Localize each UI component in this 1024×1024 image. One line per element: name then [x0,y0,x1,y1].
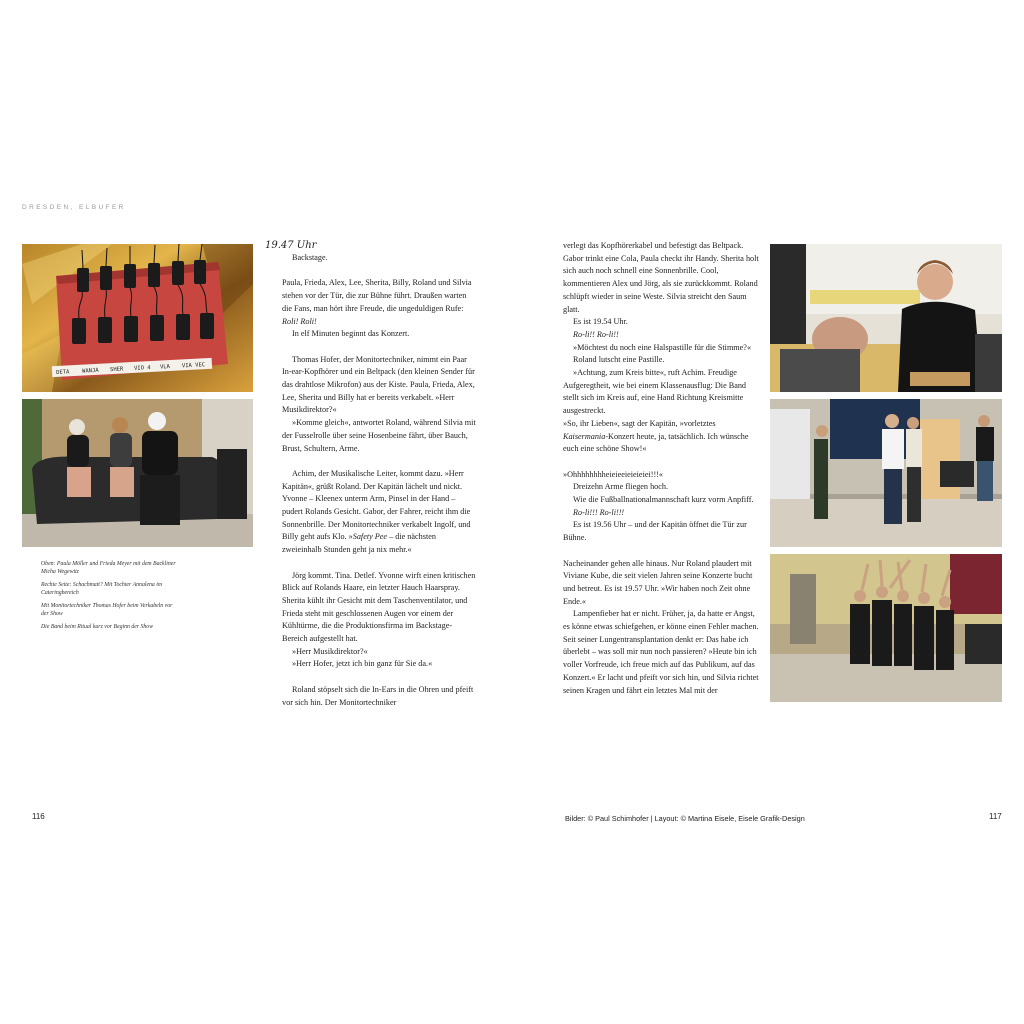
paragraph: Backstage. [292,253,328,262]
beltpack-label: WANJA [81,367,99,375]
paragraph: verlegt das Kopfhörerkabel und befestigt das Beltpack. Gabor trinkt eine Cola, Paula checkt ihr Handy. Sherita holt sich auch noch schnell eine Sonnenbrille. Cool, kommentieren Alex und Jörg, als sie zurückkommt. Roland schlüpft wieder in seine Weste. Silvia streicht den Saum glatt. [563,241,759,314]
paragraph: Roland lutscht eine Pastille. [573,355,665,365]
photo-beltpacks [22,244,253,392]
photo-backstage-sofa [22,399,253,547]
paragraph: Paula, Frieda, Alex, Lee, Sherita, Billy, Roland und Silvia stehen vor der Tür, die zur Bühne führt. Draußen warten die Fans, man hört ihre Freude, die ungeduldigen Rufe: Roli! Roli! [282,278,472,326]
photo-monitor-tech [770,399,1002,547]
paragraph: Dreizehn Arme fliegen hoch. [573,482,669,492]
paragraph: »Herr Hofer, jetzt ich bin ganz für Sie da.« [292,659,433,669]
paragraph: Ro-li!! Ro-li!! [573,329,619,339]
text-column-right [563,240,759,697]
photo-captions [41,561,176,638]
image-credits: Bilder: © Paul Schimhofer | Layout: © Martina Eisele, Eisele Grafik-Design [565,814,805,823]
section-label: DRESDEN, ELBUFER [22,204,126,211]
photo-catering-chess [770,244,1002,392]
paragraph: Achim, der Musikalische Leiter, kommt dazu. »Herr Kapitän«, grüßt Roland. Der Kapitän lächelt und nickt. Yvonne – Kleenex unterm Arm, Pinsel in der Hand – pudert Rolands Gesicht. Gabor, der Fahrer, reicht ihm die Sonnenbrille. Der Monitortechniker verkabelt Ingolf, und Billy geht aufs Klo. »Safety Pee – die nächsten zweieinhalb Stunden geht ja nix mehr.« [282,468,471,555]
paragraph: »Achtung, zum Kreis bitte«, ruft Achim. Freudige Aufgeregtheit, wie bei einem Klassenausflug: Die Band stellt sich im Kreis auf, eine Hand Richtung Kreismitte ausgestreckt. [563,368,747,416]
beltpack-label: VLA [159,364,171,371]
beltpack-label: DETA [55,369,70,376]
page-number-left: 116 [32,812,45,821]
photo-band-ritual [770,554,1002,702]
paragraph: »Herr Musikdirektor?« [292,646,368,656]
beltpack-label: VIO 4 [133,365,151,372]
caption: Oben: Paula Möller und Frieda Meyer mit dem Backliner Micha Wegewitz [41,561,176,575]
paragraph: Roland stöpselt sich die In-Ears in die Ohren und pfeift vor sich hin. Der Monitortechniker [282,684,474,707]
caption: Mit Monitortechniker Thomas Hofer beim Verkabeln vor der Show [41,603,173,617]
paragraph: In elf Minuten beginnt das Konzert. [292,329,410,339]
paragraph: »Komme gleich«, antwortet Roland, während Silvia mit der Fusselrolle über seine Hosenbeine fährt, über Bauch, Brust, Schultern, Arme. [282,418,476,453]
paragraph: Es ist 19.56 Uhr – und der Kapitän öffnet die Tür zur Bühne. [563,520,747,543]
paragraph: Ro-li!!! Ro-li!!! [573,507,625,517]
paragraph: »Möchtest du noch eine Halspastille für die Stimme?« [573,342,752,352]
beltpack-label: VIA VEC [181,362,206,370]
caption: Rechte Seite: Schachmatt? Mit Tochter Annalena im Cateringbereich [41,582,163,596]
beltpack-label: SHER [109,366,124,374]
paragraph: Jörg kommt. Tina. Detlef. Yvonne wirft einen kritischen Blick auf Rolands Haare, ein letzter Hauch Haarspray. Sherita kühlt ihr Gesicht mit dem Taschenventilator, und Frieda steht mit geschlossenen Augen vor einem der Kühltürme, die die Produktionsfirma im Backstage-Bereich aufgestellt hat. [282,570,476,644]
caption: Die Band beim Ritual kurz vor Beginn der Show [41,624,154,631]
text-column-left [282,252,477,709]
paragraph: Es ist 19.54 Uhr. [573,317,628,327]
paragraph: Thomas Hofer, der Monitortechniker, nimmt ein Paar In-ear-Kopfhörer und ein Beltpack (den kleinen Sender für das drahtlose Mikrofon) aus der Kiste. Paula, Frieda, Alex, Lee, Sherita und Billy hat er bereits verkabelt. »Herr Musikdirektor?« [282,354,475,415]
time-stamp-handwritten: 19.47 Uhr [265,240,317,251]
paragraph: Wie die Fußballnationalmannschaft kurz vorm Anpfiff. [573,495,754,505]
page-number-right: 117 [989,812,1002,821]
paragraph: »So, ihr Lieben«, sagt der Kapitän, »vorletztes Kaisermania-Konzert heute, ja, tatsächlich. Ich wünsche euch eine schöne Show!« [563,418,749,454]
paragraph: »Ohhhhhhhheieieeieieieiei!!!« [563,469,664,479]
paragraph: Lampenfieber hat er nicht. Früher, ja, da hatte er Angst, es könne etwas schiefgehen, er könne einen Fehler machen. Seit seiner Lungentransplantation denkt er: Das habe ich überlebt – was soll mir nun noch passieren? »Heute bin ich voller Vorfreude, ich freue mich auf das Publikum, auf das Konzert.« Er lacht und pfeift vor sich hin, und Silvia richtet seinen Kragen und fährt ein letztes Mal mit der [563,609,759,695]
paragraph: Nacheinander gehen alle hinaus. Nur Roland plaudert mit Viviane Kube, die seit vielen Jahren seine Konzerte bucht und betreut. Es ist 19.57 Uhr. »Wir haben noch Zeit ohne Ende.« [563,558,753,606]
